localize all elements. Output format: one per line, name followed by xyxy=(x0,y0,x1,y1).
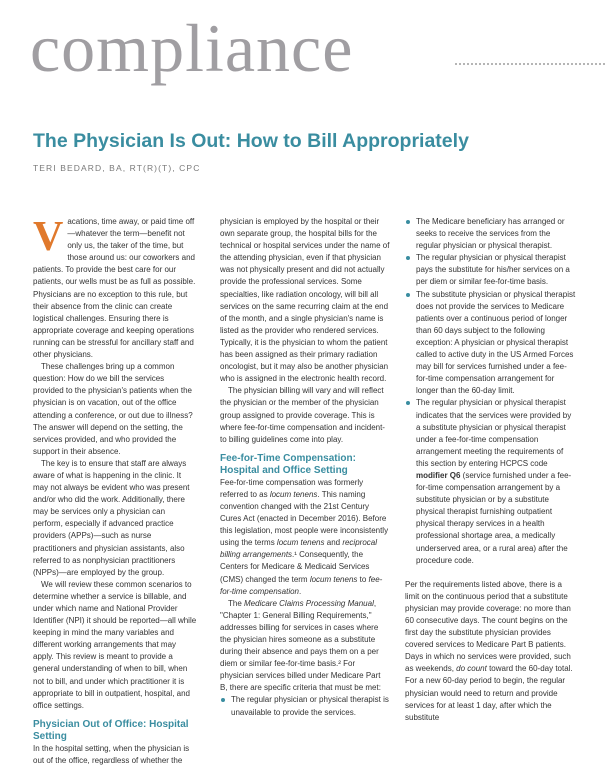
spacer xyxy=(405,567,577,579)
list-item: The regular physician or physical therapist pays the substitute for his/her services on a per diem or similar fee-for-time basis. xyxy=(405,252,577,288)
body-paragraph: physician is employed by the hospital or their own separate group, the hospital bills for the technical or hospital services under the name of the attending physician, even if that physician was not physically present and did not actually provide the professional services. Some specialties, like radiation oncology, will bill all services on the same recurring claim at the end of the month, and a single physician's name is listed as the provider who rendered services. Typically, it is the physician to whom the patient has been assigned as their primary radiation oncologist, but it may also be another physician who is assigned in the electronic health record. xyxy=(220,217,390,384)
body-paragraph: The key is to ensure that staff are always aware of what is happening in the clinic. It may not always be evident who was present and/or who did the work. Additionally, there may be services only a physician can perform, especially if advanced practice providers (APPs)—such as nurse practitioners and physician assistants, also referred to as nonphysician practitioners (NPPs)—are employed by the group. xyxy=(33,458,190,577)
masthead-dotted-rule xyxy=(455,63,605,65)
drop-cap: V xyxy=(33,214,64,260)
article-title: The Physician Is Out: How to Bill Appropriately xyxy=(33,130,469,152)
list-item: The regular physician or physical therapist is unavailable to provide the services. xyxy=(220,694,390,718)
section-heading-fee-for-time: Fee-for-Time Compensation: Hospital and Office Setting xyxy=(220,452,356,476)
list-item: The substitute physician or physical therapist does not provide the services to Medicare patients over a continuous period of longer than 60 days subject to the following exception: A physician or physical therapist called to active duty in the US Armed Forces may bill for services furnished under a fee-for-time compensation arrangement for longer than the 60-day limit. xyxy=(405,289,577,398)
intro-paragraph: Vacations, time away, or paid time off—whatever the term—benefit not only us, the taker of the time, but those around us: our coworkers and patients. To provide the best care for our patients, our wells must be as full as possible. Physicians are no exception to this rule, but their absence from the clinic can create logistical challenges. Ensuring there is appropriate coverage and keeping operations running can be stressful for ancillary staff and other physicians. xyxy=(33,214,196,360)
column-3 xyxy=(405,216,577,724)
body-paragraph: Fee-for-time compensation was formerly referred to as locum tenens. This naming convention changed with the 21st Century Cures Act (enacted in December 2016). Before this legislation, most people were inconsistently using the terms locum tenens and reciprocal billing arrangements.¹ Consequently, the Centers for Medicare & Medicaid Services (CMS) changed the term locum tenens to fee-for-time compensation. xyxy=(220,477,389,596)
list-item: The regular physician or physical therapist indicates that the services were provided by a substitute physician or physical therapist under a fee-for-time compensation arrangement meeting the requirements of this section by entering HCPCS code modifier Q6 (service furnished under a fee-for-time compensation arrangement by a substitute physician or by a substitute physical therapist furnishing outpatient physical therapy services in a health professional shortage area, a medically underserved area, or a rural area) after the procedure code. xyxy=(405,397,577,566)
section-masthead: compliance xyxy=(30,10,354,86)
body-paragraph: Per the requirements listed above, there is a limit on the continuous period that a substitute physician may provide coverage: no more than 60 consecutive days. The count begins on the first day the substitute physician provides covered services to Medicare Part B patients. Days in which no services were provided, such as weekends, do count toward the 60-day total. For a new 60-day period to begin, the regular physician would need to return and provide services for at least 1 day, after which the substitute xyxy=(405,579,573,722)
author-byline: TERI BEDARD, BA, RT(R)(T), CPC xyxy=(33,163,201,173)
criteria-list xyxy=(220,694,390,718)
body-paragraph: The Medicare Claims Processing Manual, "Chapter 1: General Billing Requirements," addresses billing for services in cases where the physician hires someone as a substitute during their absence and pays them on a per diem or similar fee-for-time basis.² For physician services billed under Medicare Part B, there are specific criteria that must be met: xyxy=(220,598,381,693)
body-paragraph: The physician billing will vary and will reflect the physician or the member of the physician group assigned to provide coverage. This is where fee-for-time compensation and incident-to billing guidelines come into play. xyxy=(220,386,385,444)
body-paragraph: These challenges bring up a common question: How do we bill the services provided to the physician's patients when the physician is on vacation, out of the office attending a conference, or out due to illness? The answer will depend on the setting, the services provided, and who provided the support in their absence. xyxy=(33,362,193,456)
body-paragraph: We will review these common scenarios to determine whether a service is billable, and under which name and National Provider Identifier (NPI) it should be reported—all while keeping in mind the many variables and different working arrangements that may apply. This review is meant to provide a general understanding of when to bill, when not to bill, and under which practitioner it is appropriate to bill in outpatient, hospital, and office settings. xyxy=(33,579,197,710)
list-item: The Medicare beneficiary has arranged or seeks to receive the services from the regular physician or physical therapist. xyxy=(405,216,577,252)
section-heading-hospital: Physician Out of Office: Hospital Setting xyxy=(33,718,189,742)
column-1 xyxy=(33,216,197,767)
column-2 xyxy=(220,216,390,719)
criteria-list-continued xyxy=(405,216,577,567)
body-paragraph: In the hospital setting, when the physician is out of the office, regardless of whether the xyxy=(33,743,190,765)
